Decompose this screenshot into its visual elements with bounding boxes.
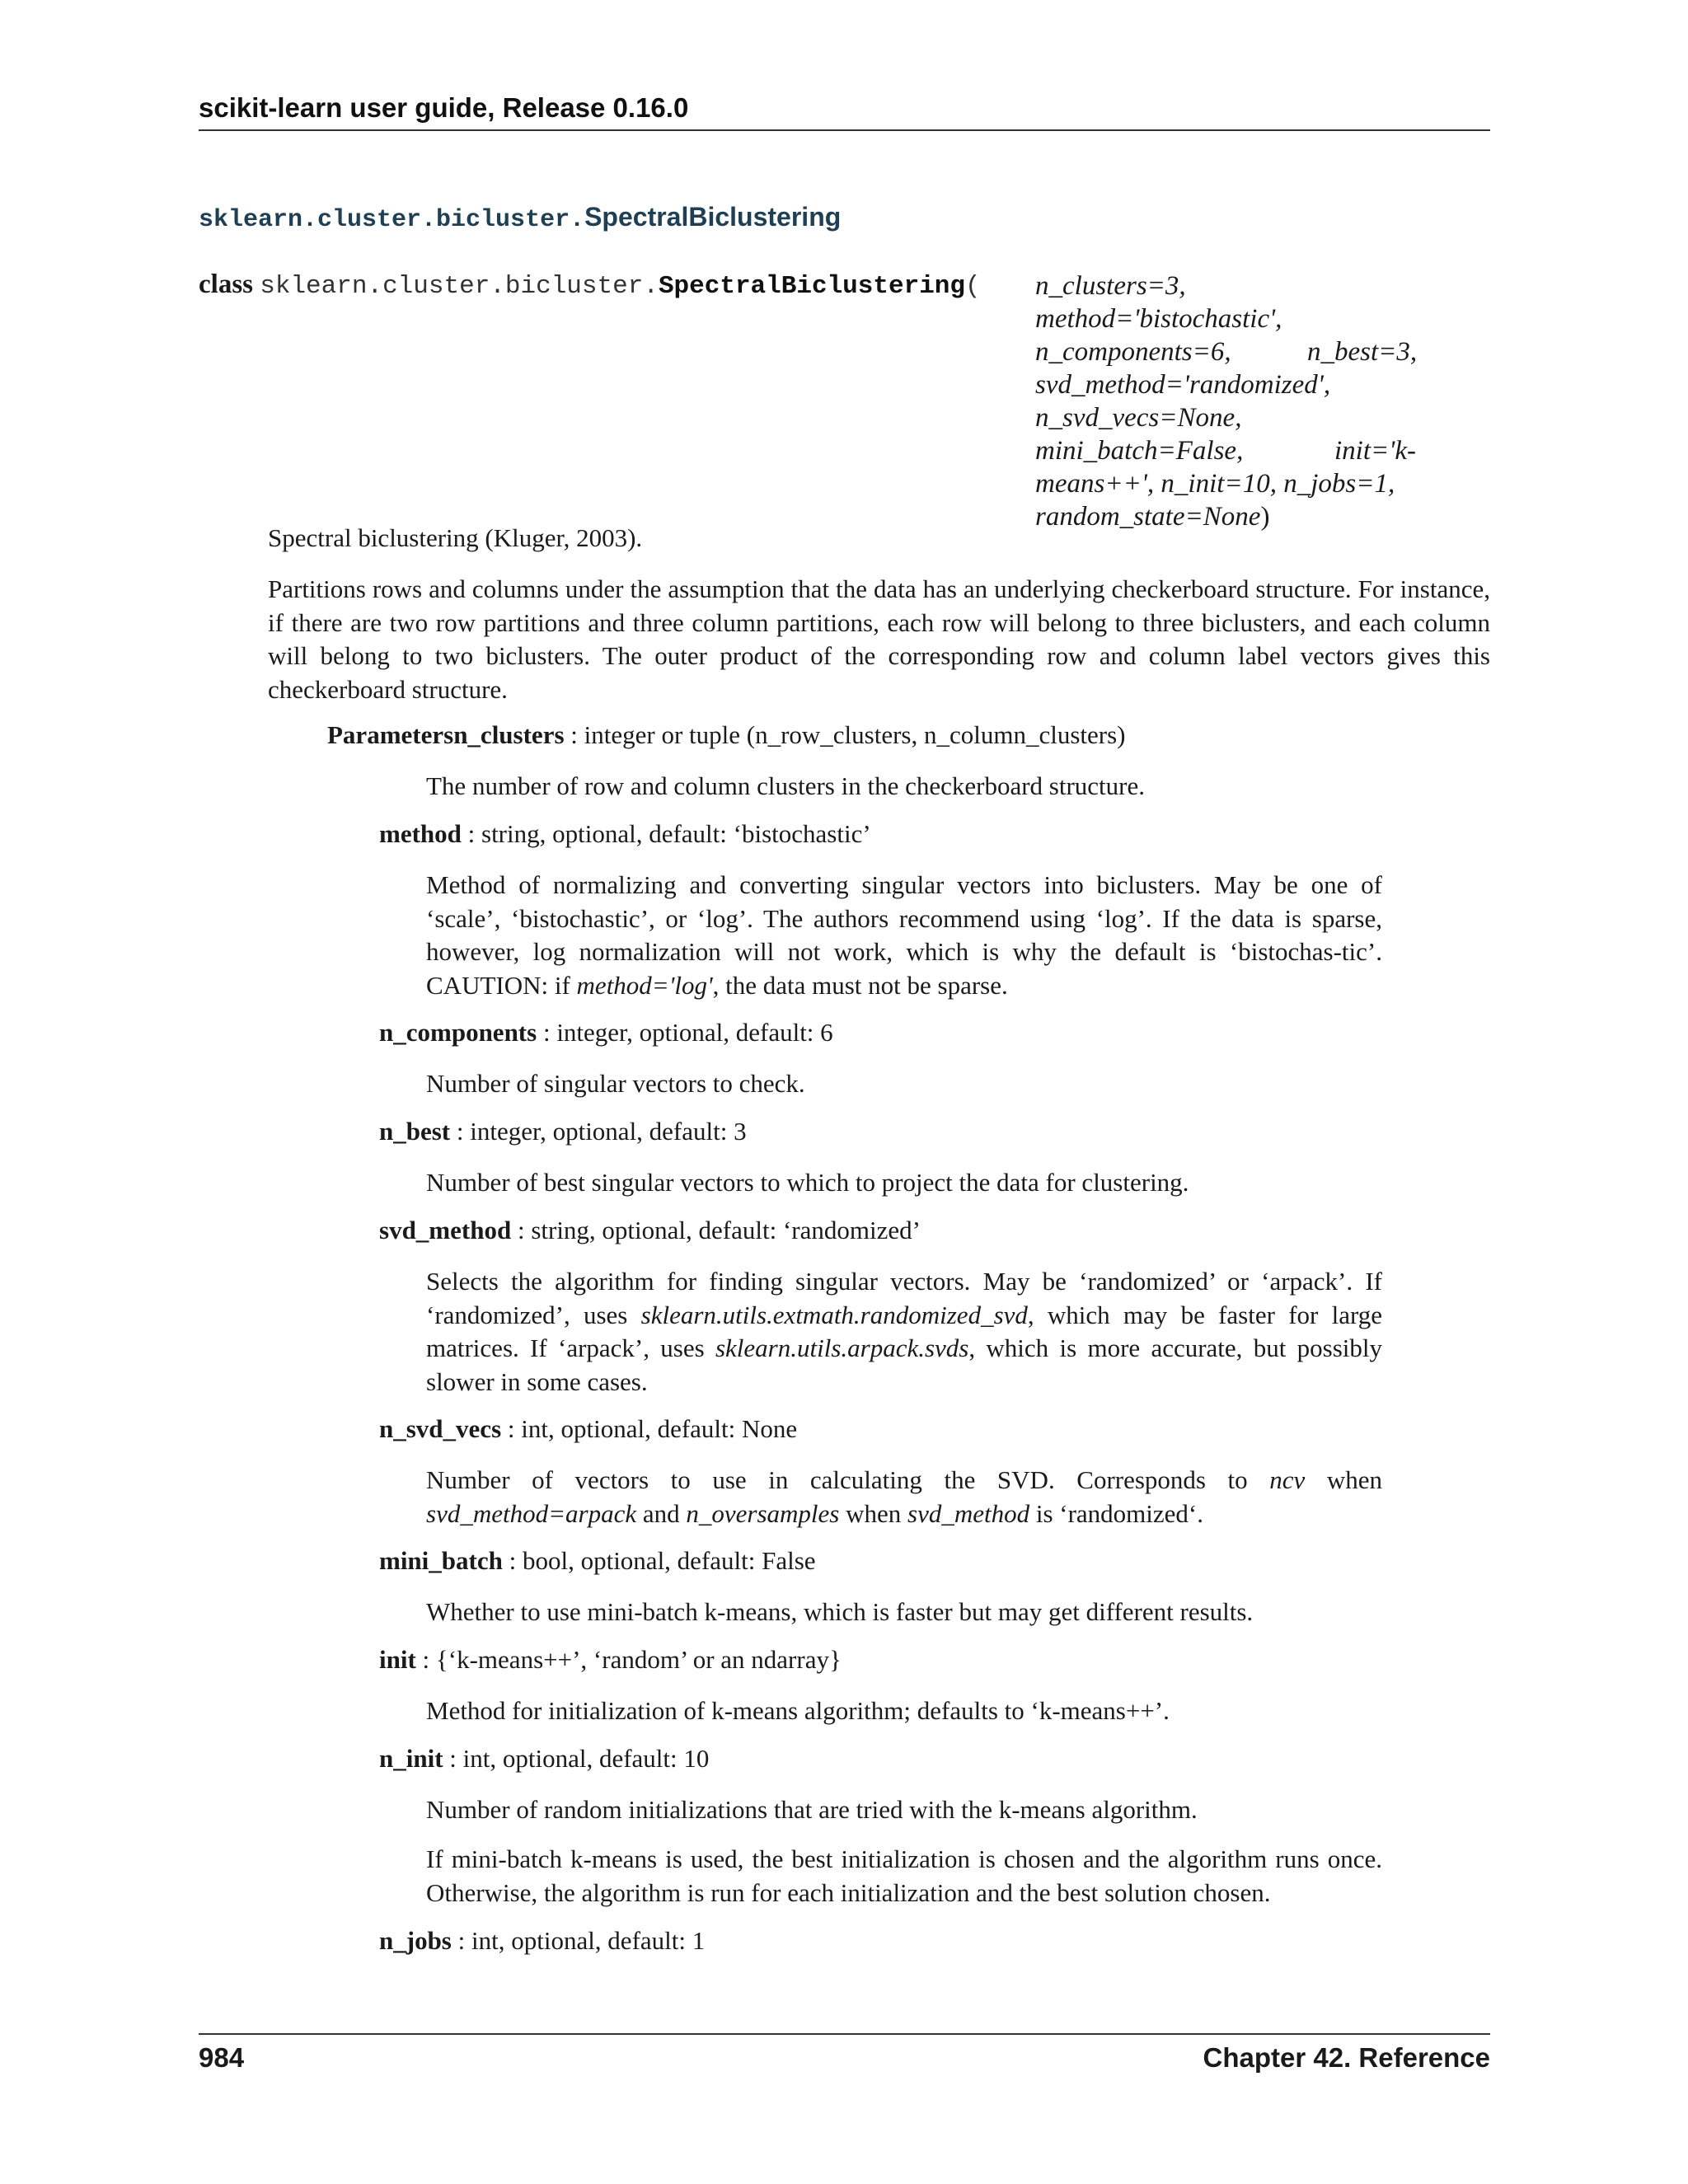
param-method-head: method : string, optional, default: ‘bistochastic’: [379, 819, 871, 848]
class-keyword: class: [199, 269, 253, 299]
class-description: Partitions rows and columns under the assumption that the data has an underlying checkerboard structure. For instance, if there are two row partitions and three column partitions, each row will belong to three biclusters, and each column will belong to two biclusters. The outer product of the corresponding row and column label vectors gives this checkerboard structure.: [268, 574, 1490, 704]
section-class-name: SpectralBiclustering: [584, 202, 842, 232]
param-n-init-head: n_init : int, optional, default: 10: [379, 1744, 710, 1773]
param-n-components-head: n_components : integer, optional, default: 6: [379, 1018, 833, 1047]
param-n-components-desc: Number of singular vectors to check.: [426, 1069, 805, 1098]
param-n-jobs-head: n_jobs : int, optional, default: 1: [379, 1926, 706, 1955]
running-header: scikit-learn user guide, Release 0.16.0: [199, 92, 689, 123]
footer-rule: [199, 2033, 1490, 2035]
param-svd-method-head: svd_method : string, optional, default: ‘randomized’: [379, 1216, 921, 1244]
section-module-prefix: sklearn.cluster.bicluster.: [199, 206, 585, 234]
sig-param-line: method='bistochastic',: [1035, 304, 1282, 334]
param-n-clusters-head: Parametersn_clusters : integer or tuple (n_row_clusters, n_column_clusters): [327, 720, 1126, 749]
param-n-best-desc: Number of best singular vectors to which to project the data for clustering.: [426, 1168, 1189, 1197]
param-mini-batch-head: mini_batch : bool, optional, default: False: [379, 1546, 816, 1575]
sig-param-line: n_svd_vecs=None,: [1035, 403, 1242, 433]
sig-param-line: mini_batch=False, init='k-: [1035, 436, 1416, 466]
sig-param-line: svd_method='randomized',: [1035, 370, 1331, 400]
chapter-footer: Chapter 42. Reference: [1203, 2042, 1490, 2073]
param-init-desc: Method for initialization of k-means algorithm; defaults to ‘k-means++’.: [426, 1696, 1170, 1725]
param-n-best-head: n_best : integer, optional, default: 3: [379, 1117, 747, 1146]
signature-open-paren: (: [965, 272, 981, 301]
class-signature-prefix: [199, 269, 981, 301]
signature-class-name: SpectralBiclustering: [658, 272, 965, 301]
sig-param-line: random_state=None): [1035, 502, 1270, 532]
param-n-svd-vecs-desc: Number of vectors to use in calculating the SVD. Corresponds to ncv when svd_method=arpack and n_oversamples when svd_method is ‘randomized‘.: [426, 1465, 1383, 1528]
param-n-init-desc: Number of random initializations that are tried with the k-means algorithm.: [426, 1795, 1198, 1824]
param-n-init-desc-2: If mini-batch k-means is used, the best initialization is chosen and the algorithm runs once. Otherwise, the algorithm is run for each initialization and the best solution chosen.: [426, 1844, 1382, 1907]
param-mini-batch-desc: Whether to use mini-batch k-means, which is faster but may get different results.: [426, 1597, 1254, 1626]
sig-param-line: n_clusters=3,: [1035, 271, 1186, 301]
page-number: 984: [199, 2042, 245, 2073]
signature-module-path: sklearn.cluster.bicluster.SpectralBiclustering: [260, 272, 965, 301]
param-method-desc: Method of normalizing and converting singular vectors into biclusters. May be one of ‘scale’, ‘bistochastic’, or ‘log’. The authors recommend using ‘log’. If the data is sparse, however, log normalization will not work, which is why the default is ‘bistochas-tic’. CAUTION: if method='log', the data must not be sparse.: [426, 870, 1382, 1000]
sig-param-line: means++', n_init=10, n_jobs=1,: [1035, 469, 1395, 499]
class-summary: Spectral biclustering (Kluger, 2003).: [268, 523, 643, 552]
header-rule: [199, 129, 1490, 131]
sig-param-line: n_components=6, n_best=3,: [1035, 337, 1418, 367]
param-init-head: init : {‘k-means++’, ‘random’ or an ndarray}: [379, 1645, 842, 1674]
signature-params: [1035, 269, 1423, 533]
param-n-clusters-desc: The number of row and column clusters in the checkerboard structure.: [426, 771, 1145, 800]
param-svd-method-desc: Selects the algorithm for finding singular vectors. May be ‘randomized’ or ‘arpack’. If ‘randomized’, uses sklearn.utils.extmath.randomized_svd, which may be faster for large matrices. If ‘arpack’, uses sklearn.utils.arpack.svds, which is more accurate, but possibly slower in some cases.: [426, 1267, 1382, 1396]
section-title[interactable]: [199, 202, 841, 234]
param-n-svd-vecs-head: n_svd_vecs : int, optional, default: None: [379, 1414, 798, 1443]
